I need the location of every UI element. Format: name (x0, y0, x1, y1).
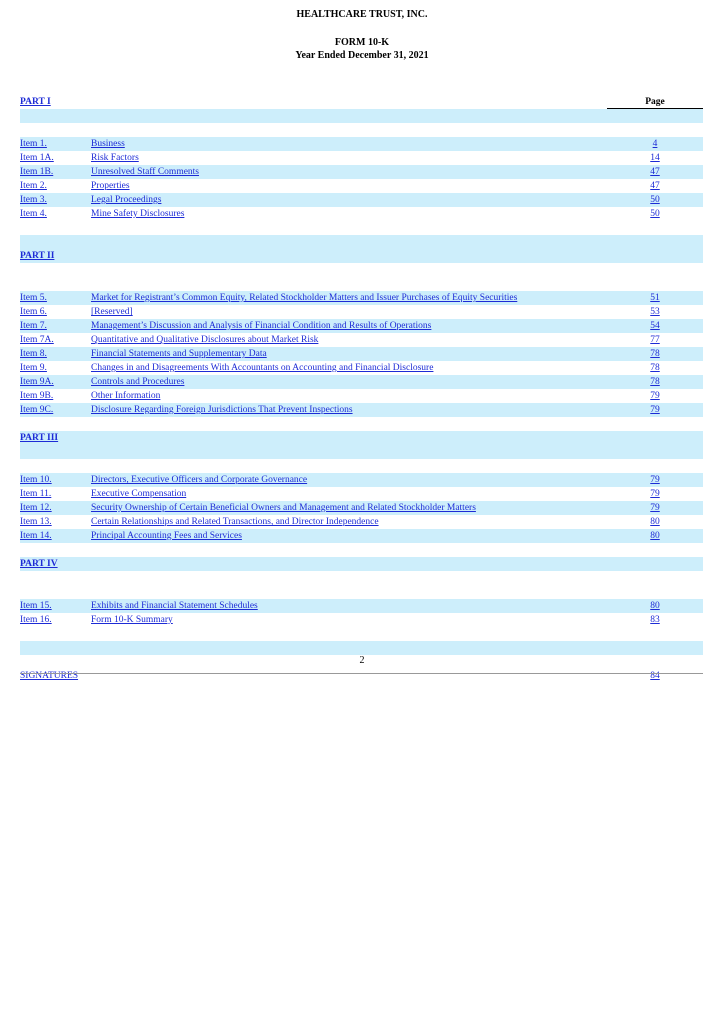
spacer-row (20, 235, 703, 249)
spacer-row (20, 123, 703, 137)
item-title-link[interactable]: Business (91, 139, 125, 149)
item-number-link[interactable]: Item 1B. (20, 167, 54, 177)
part-2-link[interactable]: PART II (20, 251, 55, 261)
item-number-link[interactable]: Item 10. (20, 475, 52, 485)
item-title-link[interactable]: Certain Relationships and Related Transactions, and Director Independence (91, 517, 379, 527)
spacer-row (20, 641, 703, 655)
item-number-link[interactable]: Item 1. (20, 139, 47, 149)
table-of-contents (20, 95, 703, 683)
item-number-link[interactable]: Item 9. (20, 363, 47, 373)
item-number-link[interactable]: Item 9A. (20, 377, 54, 387)
signatures-row (20, 669, 703, 683)
item-number-link[interactable]: Item 15. (20, 601, 52, 611)
item-number-link[interactable]: Item 16. (20, 615, 52, 625)
table-row (20, 487, 703, 501)
part-header-row (20, 431, 703, 445)
item-title-link[interactable]: Properties (91, 181, 130, 191)
item-page-link[interactable]: 80 (650, 601, 660, 611)
item-page-link[interactable]: 4 (652, 139, 658, 149)
item-page-link[interactable]: 47 (650, 181, 660, 191)
spacer-row (20, 445, 703, 459)
item-page-link[interactable]: 79 (650, 503, 660, 513)
part-1-items (20, 137, 703, 221)
table-row (20, 179, 703, 193)
item-title-link[interactable]: [Reserved] (91, 307, 133, 317)
item-number-link[interactable]: Item 13. (20, 517, 52, 527)
table-row (20, 207, 703, 221)
table-row (20, 305, 703, 319)
part-3-items (20, 473, 703, 543)
item-page-link[interactable]: 78 (650, 349, 660, 359)
table-row (20, 137, 703, 151)
signatures-link[interactable]: SIGNATURES (20, 671, 79, 681)
item-title-link[interactable]: Directors, Executive Officers and Corporate Governance (91, 475, 308, 485)
item-page-link[interactable]: 77 (650, 335, 660, 345)
item-title-link[interactable]: Risk Factors (91, 153, 139, 163)
table-row (20, 319, 703, 333)
item-number-link[interactable]: Item 7. (20, 321, 47, 331)
item-title-link[interactable]: Quantitative and Qualitative Disclosures about Market Risk (91, 335, 319, 345)
item-title-link[interactable]: Controls and Procedures (91, 377, 185, 387)
item-number-link[interactable]: Item 11. (20, 489, 52, 499)
item-title-link[interactable]: Security Ownership of Certain Beneficial Owners and Management and Related Stockholder Matters (91, 503, 476, 513)
signatures-page-link[interactable]: 84 (650, 671, 660, 681)
part-3-link[interactable]: PART III (20, 433, 59, 443)
item-page-link[interactable]: 79 (650, 489, 660, 499)
item-title-link[interactable]: Principal Accounting Fees and Services (91, 531, 242, 541)
spacer-row (20, 417, 703, 431)
item-page-link[interactable]: 78 (650, 377, 660, 387)
form-title: FORM 10-K (334, 37, 390, 48)
item-page-link[interactable]: 51 (650, 293, 660, 303)
item-page-link[interactable]: 50 (650, 195, 660, 205)
part-1-link[interactable]: PART I (20, 97, 51, 107)
item-number-link[interactable]: Item 5. (20, 293, 47, 303)
footer-page-number: 2 (359, 655, 365, 666)
table-row (20, 193, 703, 207)
item-title-link[interactable]: Financial Statements and Supplementary Data (91, 349, 267, 359)
item-page-link[interactable]: 78 (650, 363, 660, 373)
table-row (20, 375, 703, 389)
part-header-row (20, 95, 703, 109)
item-page-link[interactable]: 79 (650, 405, 660, 415)
item-title-link[interactable]: Exhibits and Financial Statement Schedules (91, 601, 258, 611)
table-row (20, 361, 703, 375)
table-row (20, 151, 703, 165)
table-row (20, 389, 703, 403)
table-row (20, 599, 703, 613)
item-page-link[interactable]: 54 (650, 321, 660, 331)
item-number-link[interactable]: Item 6. (20, 307, 47, 317)
item-title-link[interactable]: Market for Registrant’s Common Equity, Related Stockholder Matters and Issuer Purchases of Equity Securities (91, 293, 518, 303)
item-title-link[interactable]: Legal Proceedings (91, 195, 162, 205)
item-number-link[interactable]: Item 9C. (20, 405, 54, 415)
item-title-link[interactable]: Disclosure Regarding Foreign Jurisdictions That Prevent Inspections (91, 405, 353, 415)
item-number-link[interactable]: Item 8. (20, 349, 47, 359)
item-title-link[interactable]: Unresolved Staff Comments (91, 167, 200, 177)
item-number-link[interactable]: Item 4. (20, 209, 47, 219)
table-row (20, 291, 703, 305)
spacer-row (20, 585, 703, 599)
item-page-link[interactable]: 79 (650, 391, 660, 401)
page-column-heading: Page (607, 95, 703, 109)
item-page-link[interactable]: 79 (650, 475, 660, 485)
spacer-row (20, 109, 703, 123)
spacer-row (20, 263, 703, 277)
table-row (20, 403, 703, 417)
table-row (20, 613, 703, 627)
spacer-row (20, 543, 703, 557)
item-page-link[interactable]: 80 (650, 517, 660, 527)
table-row (20, 333, 703, 347)
item-number-link[interactable]: Item 7A. (20, 335, 54, 345)
table-row (20, 515, 703, 529)
part-header-row (20, 249, 703, 263)
item-title-link[interactable]: Other Information (91, 391, 161, 401)
item-title-link[interactable]: Changes in and Disagreements With Accountants on Accounting and Financial Disclosure (91, 363, 434, 373)
item-number-link[interactable]: Item 1A. (20, 153, 54, 163)
item-title-link[interactable]: Form 10-K Summary (91, 615, 173, 625)
table-row (20, 473, 703, 487)
item-number-link[interactable]: Item 14. (20, 531, 52, 541)
footer-divider (20, 673, 703, 674)
spacer-row (20, 221, 703, 235)
table-row (20, 165, 703, 179)
table-row (20, 347, 703, 361)
item-page-link[interactable]: 50 (650, 209, 660, 219)
item-page-link[interactable]: 80 (650, 531, 660, 541)
period-title: Year Ended December 31, 2021 (295, 50, 429, 61)
part-header-row (20, 557, 703, 571)
item-page-link[interactable]: 14 (650, 153, 660, 163)
item-page-link[interactable]: 47 (650, 167, 660, 177)
spacer-row (20, 627, 703, 641)
spacer-row (20, 277, 703, 291)
spacer-row (20, 571, 703, 585)
item-page-link[interactable]: 53 (650, 307, 660, 317)
part-4-link[interactable]: PART IV (20, 559, 58, 569)
item-number-link[interactable]: Item 9B. (20, 391, 54, 401)
company-name: HEALTHCARE TRUST, INC. (296, 9, 428, 20)
item-page-link[interactable]: 83 (650, 615, 660, 625)
item-number-link[interactable]: Item 12. (20, 503, 52, 513)
item-number-link[interactable]: Item 3. (20, 195, 47, 205)
item-title-link[interactable]: Executive Compensation (91, 489, 187, 499)
spacer-row (20, 459, 703, 473)
item-number-link[interactable]: Item 2. (20, 181, 47, 191)
part-2-items (20, 291, 703, 417)
table-row (20, 501, 703, 515)
part-4-items (20, 599, 703, 627)
table-row (20, 529, 703, 543)
item-title-link[interactable]: Management’s Discussion and Analysis of Financial Condition and Results of Operations (91, 321, 432, 331)
item-title-link[interactable]: Mine Safety Disclosures (91, 209, 185, 219)
